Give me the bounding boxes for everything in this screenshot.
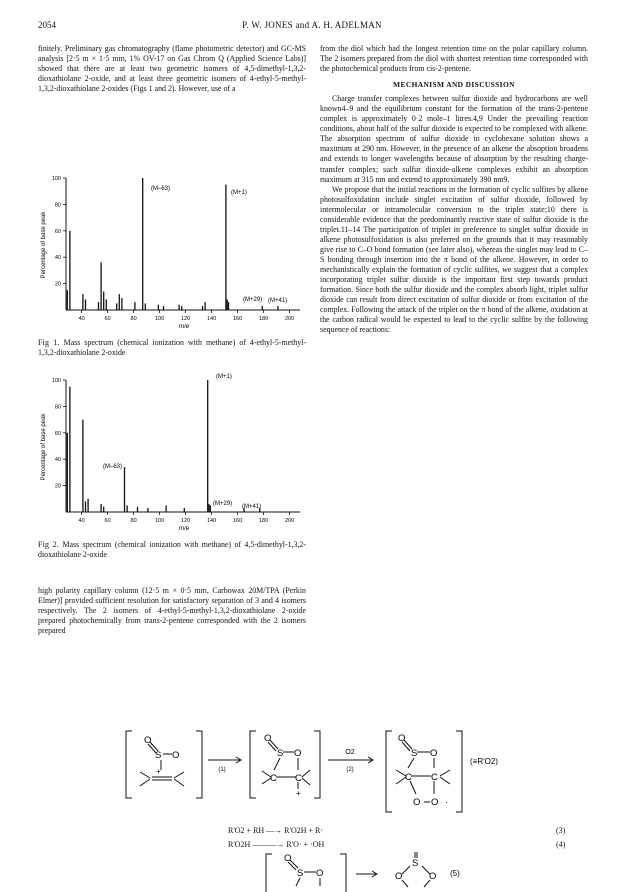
figure-1-y-tick-label: 20 [54, 281, 61, 288]
svg-text:+: + [156, 767, 161, 776]
figure-1-label-m63: (M–63) [151, 186, 171, 192]
figure-2-x-tick-label: 80 [130, 518, 137, 524]
svg-text:O: O [430, 748, 438, 759]
figure-1-y-tick-label: 60 [54, 228, 61, 235]
step-2-reagent: O2 [345, 749, 355, 756]
svg-text:O: O [284, 853, 292, 864]
svg-text:S: S [277, 748, 284, 759]
figure-1-x-tick-label: 140 [207, 316, 217, 322]
figure-2-x-tick-label: 120 [181, 518, 191, 524]
figure-1-label-m29: (M+29) [243, 297, 263, 303]
figure-2-label-m63: (M–63) [103, 464, 123, 470]
figure-1-y-tick-label: 100 [51, 176, 61, 182]
svg-text:O: O [144, 735, 152, 746]
figure-2-y-tick-label: 100 [51, 378, 61, 384]
svg-text:O: O [431, 797, 439, 808]
figure-2-caption-text: Mass spectrum (chemical ionization with methane) of 4,5-dimethyl-1,3,2-dioxathiolane 2-oxide [38, 540, 306, 559]
figure-2-label-m29: (M+29) [213, 501, 233, 507]
svg-text:·: · [445, 797, 449, 808]
svg-text:C: C [295, 773, 302, 784]
figure-1-x-tick-label: 100 [155, 316, 165, 322]
figure-1-x-tick-label: 200 [285, 316, 295, 322]
svg-text:O: O [429, 871, 437, 882]
svg-text:O: O [413, 797, 421, 808]
figure-1-caption [38, 338, 306, 358]
figure-2-x-tick-label: 40 [78, 518, 85, 524]
equation-3: R'O2 + RH —→ R'O2H + R· [228, 826, 324, 835]
figure-2-x-tick-label: 140 [207, 518, 217, 524]
running-header-authors: P. W. JONES and A. H. ADELMAN [242, 20, 382, 30]
svg-text:O: O [316, 868, 324, 879]
svg-text:O: O [398, 733, 406, 744]
r-o2-abbreviation: (≡R'O2) [470, 757, 498, 766]
figure-2-caption-label: Fig 2. [38, 540, 60, 549]
figure-1-x-tick-label: 80 [130, 316, 137, 322]
left-column-intro [38, 44, 306, 94]
reaction-scheme-5 [250, 852, 550, 892]
svg-text:O: O [172, 750, 180, 761]
figure-1-x-tick-label: 60 [104, 316, 111, 322]
figure-1-x-tick-label: 160 [233, 316, 243, 322]
figure-1-mass-spectrum [38, 170, 306, 330]
right-column [320, 44, 588, 335]
svg-text:C: C [270, 773, 277, 784]
figure-1-caption-text: Mass spectrum (chemical ionization with methane) of 4-ethyl-5-methyl-1,3,2-dioxathiolane 2-oxide [38, 338, 306, 357]
figure-1-x-tick-label: 120 [181, 316, 191, 322]
figure-1-x-tick-label: 40 [78, 316, 85, 322]
figure-1-caption-label: Fig 1. [38, 338, 60, 347]
figure-2-caption [38, 540, 306, 560]
figure-2-label-m41: (M+41) [242, 504, 262, 510]
svg-text:+: + [296, 789, 301, 798]
figure-2-x-tick-label: 100 [155, 518, 165, 524]
figure-2-label-m1: (M+1) [216, 374, 232, 380]
step-2-label: (2) [346, 767, 354, 773]
page-number: 2054 [38, 20, 56, 30]
paragraph-mechanism: We propose that the initial reactions in the formation of cyclic sulfites by alkene photosulfoxidation include singlet excitation of sulfur dioxide, followed by intermolecular or intramolecular conversion to the triplet state;10 there is considerable evidence that the predominantly reactive state of sulfur dioxide is the triplet.11–14 The participation of triplet in preference to singlet sulfur dioxide in alkene photosulfoxidation is also preferred on the grounds that it may reasonably give rise to C–O bond formation (see later also), whereas the singlet may lead to C–S bonding through insertion into the π bond of the alkene. However, in order to mechanistically explain the formation of cyclic sulfites, we suggest that a complex incorporating triplet sulfur dioxide is the important first step towards product formation. Since both the sulfur dioxide and the complex absorb light, triplet sulfur dioxide can result from direct excitation of sulfur dioxide or from excitation of the complex. Following the attack of the triplet on the π bond of the alkene, oxidation at the carbon radical would be expected to lead to the cyclic sulfite by the following sequence of reactions: [320, 184, 588, 335]
equation-3-number: (3) [556, 826, 566, 835]
svg-text:O: O [294, 748, 302, 759]
figure-1-ylabel: Percentage of base peak [41, 211, 47, 279]
svg-text:O: O [395, 871, 403, 882]
equation-5-number: (5) [450, 869, 460, 878]
paragraph-charge-transfer: Charge transfer complexes between sulfur dioxide and hydrocarbons are well known4–9 and the equilibrium constant for the formation of the trans-2-pentene complex is approximately 0·2 mole–1 litres.4,9 Under the prevailing reaction conditions, about half of the sulfur dioxide is expected to be complexed with alkene. The absorption spectrum of sulfur dioxide in cyclohexane solution shows a maximum at 290 nm. However, in the presence of an alkene the absoption broadens and extends to longer wavelengths because of absorption by the resulting charge-transfer complex; such sulfur dioxide-alkene complexes exhibit an absorption maximum at 315 nm and extend to approximately 390 nm9. [320, 94, 588, 184]
figure-2-xlabel: m/e [178, 525, 190, 532]
svg-text:C: C [431, 772, 438, 783]
figure-1-label-m1: (M+1) [231, 190, 247, 196]
svg-text:O: O [264, 733, 272, 744]
section-title: MECHANISM AND DISCUSSION [393, 80, 515, 90]
figure-2-plot-area [52, 378, 300, 524]
figure-2-y-tick-label: 40 [54, 457, 61, 464]
left-column-continued [38, 586, 306, 636]
reaction-scheme-1-2 [100, 726, 540, 822]
figure-2-x-tick-label: 180 [259, 518, 269, 524]
figure-1-y-tick-label: 40 [54, 255, 61, 262]
figure-1-x-tick-label: 180 [259, 316, 269, 322]
svg-text:S: S [412, 858, 419, 869]
figure-1-plot-area [52, 176, 300, 322]
figure-2-y-tick-label: 20 [54, 483, 61, 490]
step-1-label: (1) [218, 767, 226, 773]
svg-text:S: S [155, 750, 162, 761]
svg-text:C: C [405, 772, 412, 783]
right-intro-paragraph: from the diol which had the longest retention time on the polar capillary column. The 2 isomers prepared from the diol with shortest retention time corresponded with the photochemical products from cis-2-pentene. [320, 44, 588, 74]
equation-4: R'O2H ———→ R'O· + ·OH [228, 840, 325, 849]
figure-2-x-tick-label: 60 [104, 518, 111, 524]
intro-paragraph: finitely. Preliminary gas chromatography (flame photometric detector) and GC-MS analysis [2·5 m × 1·5 mm, 1% OV-17 on Gas Chrom Q (Applied Science Labs)] showed that there are at least two geometric isomers of 4,5-dimethyl-1,3,2-dioxathiolane 2-oxide, and at least three geometric isomers of 4-ethyl-5-methyl-1,3,2-dioxathiolane 2-oxides (Figs 1 and 2). However, use of a [38, 44, 306, 94]
figure-2-ylabel: Percentage of base peak [41, 413, 47, 481]
svg-text:S: S [297, 868, 304, 879]
figure-1-xlabel: m/e [178, 323, 190, 330]
figure-2-x-tick-label: 160 [233, 518, 243, 524]
after-figures-paragraph: high polarity capillary column (12·5 m × 0·5 mm, Carbowax 20M/TPA (Perkin Elmer)] provided sufficient resolution for satisfactory separation of 3 and 4 isomers respectively. The 2 isomers of 4-ethyl-5-methyl-1,3,2-dioxathiolane 2-oxide prepared photochemically from trans-2-pentene corresponded with the 2 isomers prepared [38, 586, 306, 636]
figure-2-mass-spectrum [38, 372, 306, 532]
figure-2-x-tick-label: 200 [285, 518, 295, 524]
figure-1-label-m41: (M+41) [268, 298, 288, 304]
figure-2-y-tick-label: 80 [54, 404, 61, 411]
equation-4-number: (4) [556, 840, 566, 849]
figure-2-y-tick-label: 60 [54, 430, 61, 437]
figure-1-y-tick-label: 80 [54, 202, 61, 209]
svg-text:S: S [411, 748, 418, 759]
